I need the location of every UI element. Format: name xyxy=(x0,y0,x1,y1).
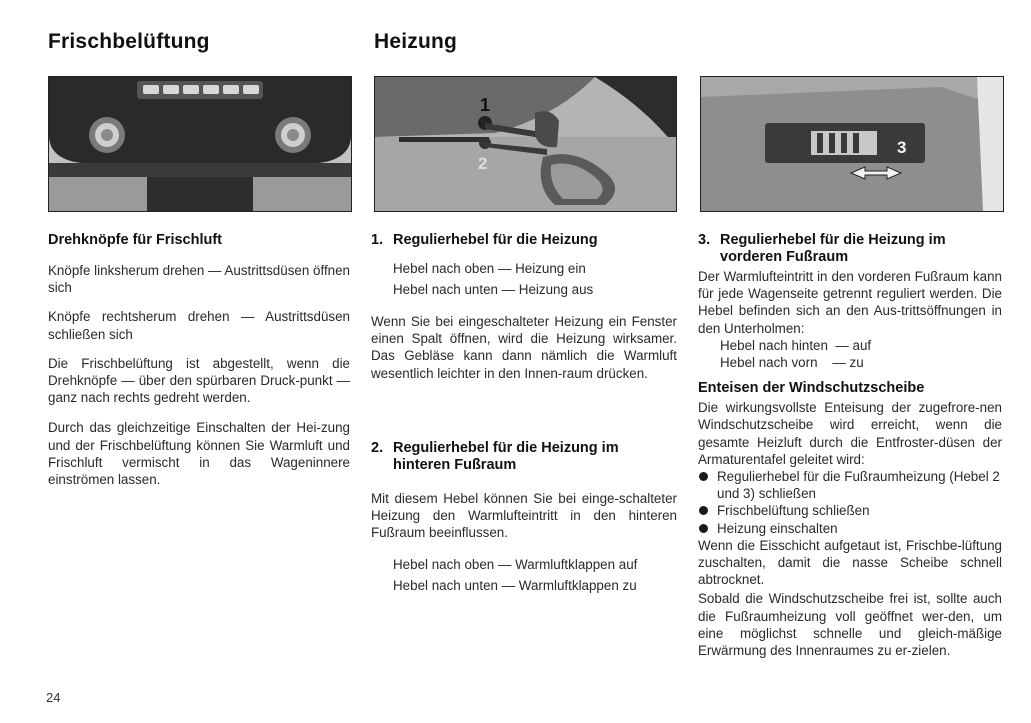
paragraph-gleichzeitig: Durch das gleichzeitige Einschalten der Hei-zung und der Frischbelüftung können Sie Warmluft und Frischluft vermischt in das Wageninnere einströmen lassen. xyxy=(48,420,350,488)
heading-text-1: Regulierhebel für die Heizung xyxy=(393,232,598,248)
heading-number-3: 3. xyxy=(698,232,711,248)
paragraph-knoepfe-rechts: Knöpfe rechtsherum drehen — Austrittsdüsen schließen sich xyxy=(48,309,350,342)
paragraph-knoepfe-links: Knöpfe linksherum drehen — Austrittsdüsen öffnen sich xyxy=(48,263,350,296)
bullet-item xyxy=(698,502,1002,519)
heading-drehknoepfe: Drehknöpfe für Frischluft xyxy=(48,232,223,248)
paragraph-enteisung: Die wirkungsvollste Enteisung der zugefrore-nen Windschutzscheibe wird erreicht, wenn die gesamte Heizluft durch die Entfroster-düsen der Armaturentafel geleitet wird: xyxy=(698,400,1002,467)
paragraph-abgestellt: Die Frischbelüftung ist abgestellt, wenn die Drehknöpfe — über den spürbaren Druck-punkt — ganz nach rechts gedreht werden. xyxy=(48,355,350,406)
bullet-text: Heizung einschalten xyxy=(717,520,838,536)
heading-number-1: 1. xyxy=(371,232,384,248)
column-vorderer-fussraum xyxy=(698,232,1002,659)
line-warmluftklappen-zu: Hebel nach unten — Warmluftklappen zu xyxy=(393,578,637,594)
heading-number-2: 2. xyxy=(371,439,384,456)
paragraph-fenster-spalt: Wenn Sie bei eingeschalteter Heizung ein Fenster einen Spalt öffnen, wird die Heizung wirksamer. Das Gebläse kann dann nämlich die Warmluft wesentlich leichter in den Innen-raum drücken. xyxy=(371,314,677,381)
heading-regulierhebel-3 xyxy=(698,232,1002,266)
lever-label-2: 2 xyxy=(478,154,488,173)
heading-text-2b: hinteren Fußraum xyxy=(393,456,517,473)
heading-text-3a: Regulierhebel für die Heizung im xyxy=(720,232,946,248)
floor-vent-lever-photo xyxy=(700,76,1004,212)
line-hebel-oben-ein: Hebel nach oben — Heizung ein xyxy=(393,261,586,276)
bullet-item xyxy=(698,520,1002,537)
section-title-heizung: Heizung xyxy=(374,30,458,53)
bullet-dot-icon xyxy=(699,506,708,515)
lever-label-1: 1 xyxy=(480,95,491,115)
heating-levers-photo xyxy=(374,76,677,212)
bullet-dot-icon xyxy=(699,524,708,533)
line-warmluftklappen-auf: Hebel nach oben — Warmluftklappen auf xyxy=(393,557,638,573)
section-title-frischbelueftung: Frischbelüftung xyxy=(48,30,210,53)
line-hebel-hinten-auf: Hebel nach hinten — auf xyxy=(720,337,872,353)
heading-regulierhebel-2 xyxy=(371,440,677,474)
line-hebel-unten-aus: Hebel nach unten — Heizung aus xyxy=(393,282,594,297)
dashboard-vent-knobs-photo xyxy=(48,76,352,212)
heading-text-3b: vorderen Fußraum xyxy=(720,249,849,265)
heading-regulierhebel-1 xyxy=(371,232,677,249)
paragraph-eisschicht: Wenn die Eisschicht aufgetaut ist, Frischbe-lüftung zuschalten, damit die nasse Scheibe schnell abtrocknet. xyxy=(698,537,1002,588)
paragraph-windschutzscheibe-frei: Sobald die Windschutzscheibe frei ist, sollte auch die Fußraumheizung voll geöffnet wer-den, um eine möglichst schnelle und gleich-mäßige Erwärmung des Innenraumes zu er-zielen. xyxy=(698,591,1002,659)
column-heizung xyxy=(371,232,677,596)
heading-text-2a: Regulierhebel für die Heizung im xyxy=(393,439,619,456)
line-hebel-vorn-zu: Hebel nach vorn — zu xyxy=(720,355,864,371)
lever-label-3: 3 xyxy=(897,138,907,157)
bullet-dot-icon xyxy=(699,472,708,481)
bullet-item xyxy=(698,468,1002,502)
paragraph-hinterer-fussraum: Mit diesem Hebel können Sie bei einge-schalteter Heizung den Warmlufteintritt in den hinteren Fußraum beeinflussen. xyxy=(371,490,677,541)
page-number: 24 xyxy=(46,690,61,705)
heading-enteisen: Enteisen der Windschutzscheibe xyxy=(698,380,925,397)
paragraph-vorderer-fussraum: Der Warmlufteintritt in den vorderen Fußraum kann für jede Wagenseite getrennt reguliert werden. Die Hebel befinden sich an den Aus-trittsöffnungen in den Unterholmen: xyxy=(698,269,1002,336)
bullet-text: Regulierhebel für die Fußraumheizung (Hebel 2 und 3) schließen xyxy=(717,469,1000,502)
column-frischluft xyxy=(48,232,350,488)
bullet-text: Frischbelüftung schließen xyxy=(717,503,870,519)
